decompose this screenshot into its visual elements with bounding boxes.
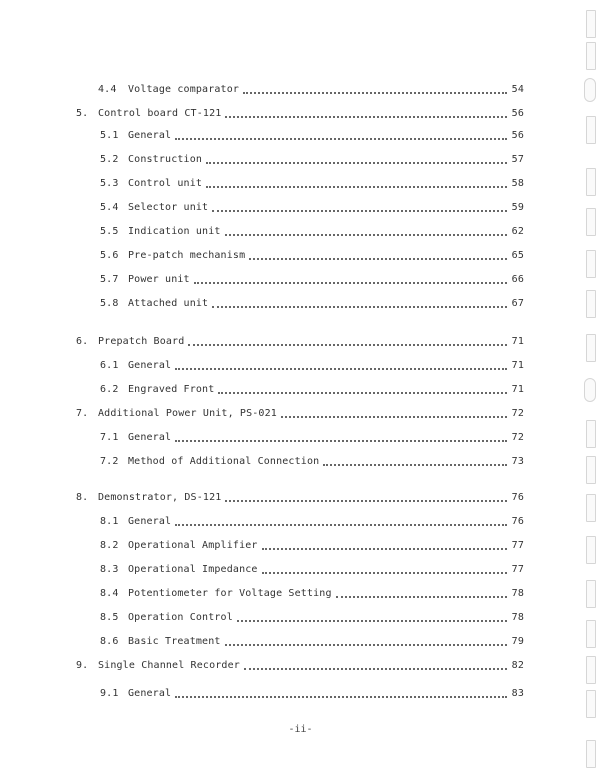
page-number: 54 [511,84,524,95]
dot-leader [175,524,507,526]
section-title: Operational Amplifier [128,540,258,551]
binding-hole [586,580,596,608]
binding-hole [586,42,596,70]
section-title: Method of Additional Connection [128,456,320,467]
section-title: Operational Impedance [128,564,258,575]
toc-entry-8 [76,490,524,504]
section-title: Selector unit [128,202,209,213]
page-number: 71 [511,384,524,395]
page-number: 76 [511,492,524,503]
toc-entry-5 [76,106,524,120]
section-number: 9.1 [100,688,119,699]
dot-leader [262,572,507,574]
toc-entry-8-6 [100,634,524,648]
binding-holes [584,0,598,782]
binding-hole [586,620,596,648]
page-number: 82 [511,660,524,671]
dot-leader [237,620,507,622]
page-number: 78 [511,612,524,623]
dot-leader [225,234,507,236]
dot-leader [206,162,507,164]
toc-entry-7 [76,406,524,420]
dot-leader [225,500,507,502]
section-number: 6.1 [100,360,119,371]
toc-entry-8-5 [100,610,524,624]
toc-entry-8-3 [100,562,524,576]
page-number: 67 [511,298,524,309]
dot-leader [175,440,507,442]
section-number: 5.1 [100,130,119,141]
dot-leader [175,138,507,140]
page-number: 56 [511,130,524,141]
toc-entry-9-1 [100,686,524,700]
toc-entry-7-1 [100,430,524,444]
binding-hole [586,494,596,522]
section-number: 8.3 [100,564,119,575]
section-title: Power unit [128,274,190,285]
page-number: 71 [511,360,524,371]
dot-leader [243,92,507,94]
section-title: Construction [128,154,203,165]
binding-hole [586,208,596,236]
section-number: 8. [76,492,89,503]
binding-hole [586,656,596,684]
section-number: 7.2 [100,456,119,467]
section-title: Pre-patch mechanism [128,250,246,261]
section-number: 8.1 [100,516,119,527]
page-number: 78 [511,588,524,599]
toc-entry-5-7 [100,272,524,286]
section-number: 6.2 [100,384,119,395]
section-number: 5.4 [100,202,119,213]
binding-hole [586,334,596,362]
page-number: 57 [511,154,524,165]
page-number: 72 [511,408,524,419]
binding-hole [586,690,596,718]
section-title: Control unit [128,178,203,189]
dot-leader [188,344,507,346]
section-number: 9. [76,660,89,671]
section-title: General [128,688,172,699]
section-number: 5.5 [100,226,119,237]
page-number: 62 [511,226,524,237]
toc-entry-6 [76,334,524,348]
page-number: 58 [511,178,524,189]
toc-entry-8-2 [100,538,524,552]
dot-leader [175,696,507,698]
toc-entry-5-5 [100,224,524,238]
page-number: 83 [511,688,524,699]
page-number: 71 [511,336,524,347]
section-title: Demonstrator, DS-121 [98,492,222,503]
binding-hole [586,168,596,196]
dot-leader [212,306,507,308]
section-number: 4.4 [98,84,117,95]
section-number: 7.1 [100,432,119,443]
section-title: Attached unit [128,298,209,309]
toc-entry-4-4 [98,82,524,96]
section-number: 5.8 [100,298,119,309]
toc-entry-6-1 [100,358,524,372]
section-title: Potentiometer for Voltage Setting [128,588,332,599]
section-title: General [128,432,172,443]
section-number: 8.6 [100,636,119,647]
section-title: Control board CT-121 [98,108,222,119]
section-number: 8.5 [100,612,119,623]
section-number: 8.4 [100,588,119,599]
dot-leader [244,668,507,670]
toc-entry-9 [76,658,524,672]
section-title: Indication unit [128,226,221,237]
dot-leader [281,416,507,418]
toc-entry-5-1 [100,128,524,142]
section-title: Basic Treatment [128,636,221,647]
binding-hole [586,740,596,768]
section-title: General [128,516,172,527]
page-number: 79 [511,636,524,647]
section-title: Voltage comparator [128,84,240,95]
dot-leader [175,368,507,370]
toc-entry-5-2 [100,152,524,166]
toc-entry-5-8 [100,296,524,310]
binding-hole [586,290,596,318]
toc-entry-7-2 [100,454,524,468]
section-title: General [128,130,172,141]
page-number: 65 [511,250,524,261]
section-title: Operation Control [128,612,233,623]
page-number: 77 [511,540,524,551]
section-number: 6. [76,336,89,347]
toc-entry-5-4 [100,200,524,214]
section-title: Additional Power Unit, PS-021 [98,408,277,419]
dot-leader [194,282,507,284]
binding-hole [586,116,596,144]
page-number: 76 [511,516,524,527]
dot-leader [225,116,507,118]
binding-hole [586,250,596,278]
toc-entry-8-4 [100,586,524,600]
section-number: 5.7 [100,274,119,285]
binding-hole [586,420,596,448]
toc-entry-5-3 [100,176,524,190]
page-number: 56 [511,108,524,119]
page-number: 73 [511,456,524,467]
page-number: 66 [511,274,524,285]
dot-leader [323,464,507,466]
dot-leader [336,596,507,598]
section-title: Prepatch Board [98,336,185,347]
dot-leader [218,392,507,394]
binding-hole [586,456,596,484]
dot-leader [262,548,507,550]
binding-hole [584,378,596,402]
binding-hole [586,10,596,38]
section-number: 5.6 [100,250,119,261]
page-number: 72 [511,432,524,443]
page-number: 59 [511,202,524,213]
toc-entry-8-1 [100,514,524,528]
section-number: 8.2 [100,540,119,551]
section-number: 5.3 [100,178,119,189]
dot-leader [225,644,507,646]
page-footer-number: -ii- [288,724,313,735]
section-number: 5. [76,108,89,119]
dot-leader [212,210,507,212]
section-title: General [128,360,172,371]
toc-entry-6-2 [100,382,524,396]
section-title: Engraved Front [128,384,215,395]
dot-leader [249,258,507,260]
binding-hole [586,536,596,564]
section-title: Single Channel Recorder [98,660,240,671]
binding-hole [584,78,596,102]
toc-entry-5-6 [100,248,524,262]
section-number: 7. [76,408,89,419]
page-number: 77 [511,564,524,575]
dot-leader [206,186,507,188]
section-number: 5.2 [100,154,119,165]
